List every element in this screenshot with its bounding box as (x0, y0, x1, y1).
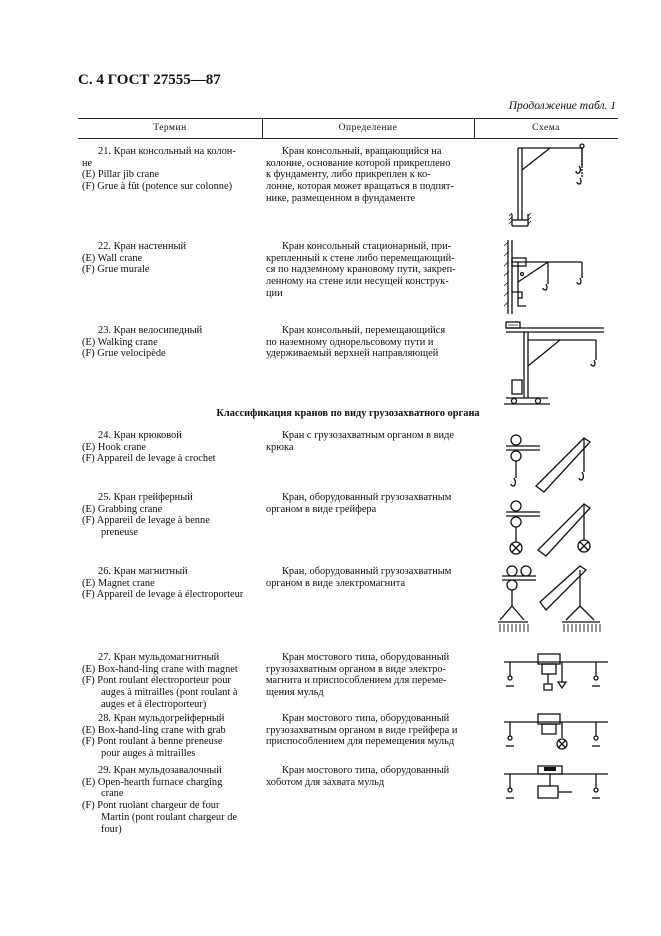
continuation-label: Продолжение табл. 1 (508, 100, 616, 112)
term-21 (82, 146, 260, 193)
definition-line: Кран консольный, вращающийся на (282, 146, 442, 157)
term-en: (E) Walking crane (82, 336, 158, 348)
definition-line: магнита и приспособлением для переме- (266, 675, 447, 687)
definition-28 (266, 713, 470, 748)
term-fr: (F) Grue murale (82, 264, 150, 276)
term-ru: 22. Кран настенный (98, 241, 187, 252)
definition-line: крепленный к стене либо перемещающий- (266, 252, 455, 264)
definition-line: Кран мостового типа, оборудованный (282, 713, 450, 724)
definition-line: органом в виде грейфера (266, 503, 377, 515)
term-en: (E) Hook crane (82, 441, 147, 453)
term-fr-cont: four) (101, 823, 122, 835)
term-ru: 24. Кран крюковой (98, 430, 182, 441)
definition-22 (266, 241, 470, 300)
walking-crane-icon (500, 318, 610, 408)
table-top-rule (78, 118, 618, 119)
box-handling-magnet-crane-icon (500, 648, 612, 698)
term-22 (82, 241, 260, 276)
term-fr-cont: pour auges à mitrailles (101, 748, 196, 760)
term-fr: (F) Grue à fût (potence sur colonne) (82, 181, 233, 193)
term-en: (E) Box-hand-ling crane with grab (82, 724, 226, 736)
term-ru: 25. Кран грейферный (98, 492, 193, 503)
term-ru-cont: не (82, 157, 93, 169)
term-en: (E) Open-hearth furnace charging (82, 776, 223, 788)
term-fr: (F) Grue velocipède (82, 348, 166, 360)
term-en: (E) Magnet crane (82, 577, 155, 589)
definition-21 (266, 146, 470, 205)
definition-line: приспособлением для перемещения мульд (266, 736, 455, 748)
definition-line: Кран, оборудованный грузозахватным (282, 492, 452, 503)
definition-line: грузозахватным органом в виде грейфера и (266, 724, 458, 736)
term-en: (E) Pillar jib crane (82, 169, 160, 181)
term-fr-cont: auges et à électroporteur) (101, 698, 207, 710)
definition-line: по наземному однорельсовому пути и (266, 336, 434, 348)
definition-line: Кран консольный, перемещающийся (282, 325, 446, 336)
term-fr: (F) Appareil de levage à benne (82, 515, 210, 527)
definition-25 (266, 492, 470, 515)
term-fr-cont: Martin (pont roulant chargeur de (101, 811, 237, 823)
table-header-rule (78, 138, 618, 139)
definition-29 (266, 765, 470, 788)
definition-line: органом в виде электромагнита (266, 577, 406, 589)
definition-27 (266, 652, 470, 699)
definition-line: Кран мостового типа, оборудованный (282, 765, 450, 776)
term-fr: (F) Pont roulant électroporteur pour (82, 675, 231, 687)
definition-line: грузозахватным органом в виде электро- (266, 663, 446, 675)
wall-crane-icon (500, 232, 600, 322)
definition-23 (266, 325, 470, 360)
definition-line: ленному на стене или несущей конструк- (266, 276, 449, 288)
definition-line: щения мульд (266, 687, 324, 699)
definition-line: Кран консольный стационарный, при- (282, 241, 452, 252)
term-en: (E) Box-hand-ling crane with magnet (82, 663, 238, 675)
definition-line: хоботом для захвата мульд (266, 776, 385, 788)
term-en-cont: crane (101, 788, 124, 800)
definition-line: крюка (266, 441, 294, 453)
col-header-schema: Схема (532, 123, 560, 133)
definition-line: к фундаменту, либо прикреплен к ко- (266, 169, 431, 181)
term-24 (82, 430, 260, 465)
pillar-jib-crane-icon (500, 140, 600, 230)
page-header: С. 4 ГОСТ 27555—87 (78, 72, 221, 88)
definition-line: колонне, основание которой прикреплено (266, 157, 451, 169)
col-header-term: Термин (153, 123, 187, 133)
term-fr-cont: auges à mitrailles (pont roulant à (101, 687, 238, 699)
term-fr: (F) Pont ruolant chargeur de four (82, 800, 220, 812)
definition-line: ции (266, 287, 283, 299)
term-25 (82, 492, 260, 539)
term-fr: (F) Appareil de levage à crochet (82, 453, 216, 465)
term-fr: (F) Pont roulant à benne preneuse (82, 736, 223, 748)
term-fr: (F) Appareil de levage à électroporteur (82, 589, 244, 601)
grab-crane-icon (500, 490, 610, 565)
term-ru: 28. Кран мульдогрейферный (98, 713, 225, 724)
term-23 (82, 325, 260, 360)
term-en: (E) Wall crane (82, 252, 143, 264)
section-title: Классификация кранов по виду грузозахватного органа (216, 408, 480, 419)
charging-crane-icon (500, 762, 612, 810)
term-en: (E) Grabbing crane (82, 503, 163, 515)
term-ru: 26. Кран магнитный (98, 566, 188, 577)
definition-line: ся по надземному крановому пути, закреп- (266, 264, 456, 276)
term-29 (82, 765, 260, 835)
term-ru: 29. Кран мульдозавалочный (98, 765, 222, 776)
definition-line: удерживаемый верхней направляющей (266, 348, 439, 360)
definition-line: Кран с грузозахватным органом в виде (282, 430, 455, 441)
magnet-crane-icon (496, 562, 614, 642)
col-header-definition: Определение (338, 123, 398, 133)
definition-line: нике, размещенном в фундаменте (266, 192, 416, 204)
definition-24 (266, 430, 470, 453)
definition-line: лонне, которая может вращаться в подпят- (266, 181, 454, 193)
term-27 (82, 652, 260, 711)
box-handling-grab-crane-icon (500, 708, 612, 758)
hook-crane-icon (500, 428, 610, 498)
definition-line: Кран, оборудованный грузозахватным (282, 566, 452, 577)
term-ru: 27. Кран мульдомагнитный (98, 652, 220, 663)
definition-line: Кран мостового типа, оборудованный (282, 652, 450, 663)
term-fr-cont: preneuse (101, 527, 138, 539)
definition-26 (266, 566, 470, 589)
term-28 (82, 713, 260, 760)
term-ru: 21. Кран консольный на колон- (98, 146, 236, 157)
term-26 (82, 566, 260, 601)
term-ru: 23. Кран велосипедный (98, 325, 203, 336)
